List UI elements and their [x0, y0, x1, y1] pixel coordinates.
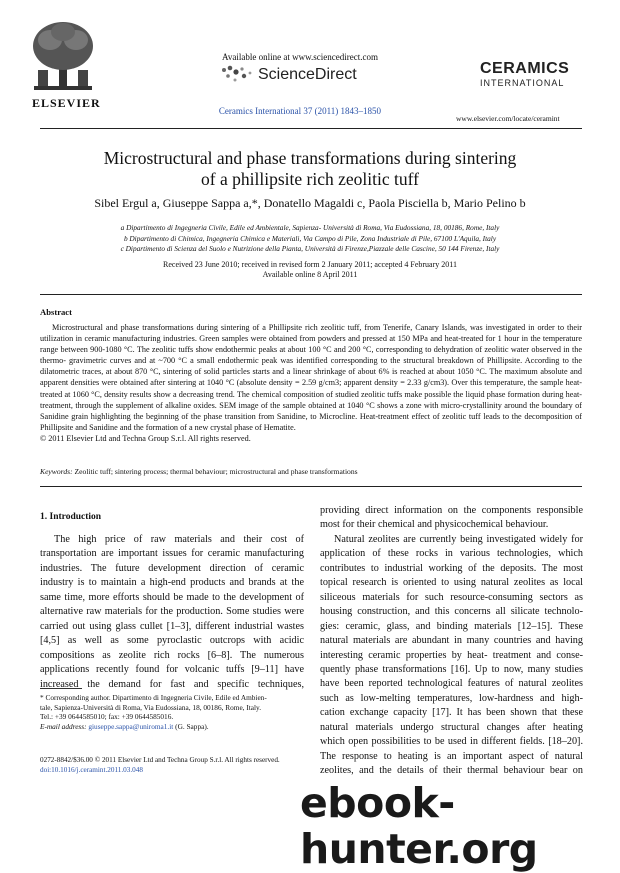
keywords-list: Zeolitic tuff; sintering process; thermal behaviour; microstructural and phase transformations	[74, 467, 358, 476]
body-line: carried out using glass cullet [1–3], different industrial wastes	[40, 620, 304, 632]
email-suffix: (G. Sappa).	[175, 721, 209, 731]
body-line: gies: ceramic, glass, and binding materials [12–15]. These	[320, 620, 583, 632]
footnote-line-1: * Corresponding author. Dipartimento di Ingegneria Civile, Edile ed Ambien-	[40, 693, 267, 702]
journal-url[interactable]: www.elsevier.com/locate/ceramint	[456, 114, 560, 123]
right-column	[320, 504, 583, 779]
body-line: applications recently found for volcanic tuffs [9–11] have	[40, 664, 304, 676]
watermark: ebook-hunter.org	[300, 779, 538, 873]
footnote-line-2: tale, Sapienza-Università di Roma, Via Eudossiana, 18, 00186, Rome, Italy.	[40, 702, 262, 712]
footnote-email-line	[40, 722, 302, 732]
title-line-1: Microstructural and phase transformations during sintering	[103, 148, 517, 168]
elsevier-wordmark: ELSEVIER	[32, 96, 101, 110]
sciencedirect-logo	[218, 64, 388, 88]
issn-line: 0272-8842/$36.00 © 2011 Elsevier Ltd and Techna Group S.r.l. All rights reserved.	[40, 756, 280, 764]
available-online-text: Available online at www.sciencedirect.com	[222, 52, 378, 62]
body-line: [4,5] as well as some pyroclastic outcrops with acidic	[40, 635, 304, 647]
doi-link[interactable]: doi:10.1016/j.ceramint.2011.03.048	[40, 765, 143, 774]
body-line: quently phase transformations [16]. Up to now, many studies	[320, 663, 583, 675]
body-line: industry is to maintain a high-end products and brands at the	[40, 577, 304, 589]
page-footer	[40, 756, 280, 775]
copyright-line: © 2011 Elsevier Ltd and Techna Group S.r.l. All rights reserved.	[40, 433, 251, 443]
body-line: industries. The future development direction of ceramic	[40, 562, 304, 574]
title-line-2: of a phillipsite rich zeolitic tuff	[201, 169, 419, 189]
body-line: The response to heating is an important aspect of natural	[320, 750, 583, 762]
body-line: siliceous materials for such resource-consuming sectors as	[320, 591, 583, 603]
journal-reference-link[interactable]: Ceramics International 37 (2011) 1843–1850	[218, 106, 382, 116]
left-column	[40, 533, 304, 692]
ceramics-international-logo	[480, 60, 590, 88]
elsevier-logo	[28, 18, 98, 96]
available-date: Available online 8 April 2011	[262, 270, 358, 279]
body-line: natural materials are abundant in many countries and having	[320, 635, 583, 647]
ceramics-logo-line2: INTERNATIONAL	[480, 78, 565, 88]
article-dates	[30, 260, 590, 280]
abstract-divider-top	[40, 294, 582, 295]
footnote	[40, 693, 302, 731]
ceramics-logo-line1: CERAMICS	[480, 60, 570, 77]
body-line: same time, more efforts should be made to the development of	[40, 591, 304, 603]
body-line: compositions as zeolite rich rocks [6–8]. The numerous	[40, 649, 304, 661]
body-line: cation exchange capacity [17]. It has been shown that these	[320, 707, 583, 719]
body-line: The high price of raw materials and their cost of	[54, 534, 304, 545]
body-line: increased the demand for fast and specific techniques,	[40, 678, 304, 690]
body-line: which open possibilities to be used in different fields. [18–20].	[320, 736, 583, 748]
body-line: such as low-melting temperatures, low-hardness and high-	[320, 692, 583, 704]
article-title	[40, 148, 580, 190]
body-line: contributes to industrial working of the deposits. The most	[320, 562, 583, 574]
body-line: housing construction, and this concerns all silicate technolo-	[320, 606, 583, 618]
affiliation-b: b Dipartimento di Chimica, Ingegneria Chimica e Materiali, Via Campo di Pile, Zona Industriale di Pile, 67100 L'Aquila, Italy	[123, 233, 497, 243]
footnote-rule	[40, 688, 82, 689]
affiliation-c: c Dipartimento di Scienza del Suolo e Nutrizione della Pianta, Università di Firenze,Piazzale delle Cascine, 50 144 Firenze, Italy	[120, 244, 500, 253]
body-line: natural materials undergo structural changes after heating	[320, 721, 583, 733]
body-line: have been reported technological features of natural zeolites	[320, 678, 583, 690]
email-link[interactable]: giuseppe.sappa@uniroma1.it	[88, 721, 174, 731]
affiliation-a: a Dipartimento di Ingegneria Civile, Edile ed Ambientale, Sapienza- Università di Roma, Via Eudossiana, 18, 00186, Rome, Italy	[120, 223, 500, 232]
body-line: topical research is oriented to using natural zeolites as local	[320, 577, 583, 589]
body-line: transportation are important issues for ceramic manufacturing	[40, 548, 304, 560]
abstract-heading: Abstract	[40, 307, 72, 317]
body-line: Natural zeolites are currently being investigated widely for	[334, 533, 583, 545]
body-line: providing direct information on the components responsible	[320, 505, 583, 516]
abstract-divider-bottom	[40, 486, 582, 487]
abstract-body: Microstructural and phase transformations during sintering of a Phillipsite rich zeolitic tuff, from Tenerife, Canary Islands, was investigated in order to their utilization in ceramic manufacturing industries. Green samples were obtained from powders and pressed at 150 MPa and heat-treated for 1 hour in the temperature range between 900-1080 °C. The zeolitic tuffs show endothermic peaks at about 100 °C and 200 °C, corresponding to dehydration of zeolitic water observed in the thermo- gravimetric curves and at ~700 °C a small endothermic peak was identified corresponding to the structural breakdown of Phillipsite. According to the dilatometric traces, at about 870 °C, sintering of solid particles starts and a linear shrinkage of about 6% is reached at about 1050 °C. The maximum absolute and apparent densities were obtained after sintering at 1040 °C (absolute density = 2.59 g/cm3; apparent density = 2.33 g/cm3). Over this temperature, the sample heat-treated at 1060 °C, density results show a decreasing trend. The chemical composition of studied zeolitic tuffs make possible the liquid phase formation during heat-treatment, through the supplement of alkaline oxides. SEM image of the sample obtained at 1040 °C shows a zone with micro-crystallinity around the boundary of Sanidine grain highlighting the beginning of the phase transition from Sanidine, to Microcline. Heat-treatment effect of zeolitic tuff leads to the decomposition of Phillipsite and Sanidine and the formation of a new crystal phase of Hematite.	[40, 323, 582, 432]
sciencedirect-dots-icon	[218, 64, 258, 86]
received-dates: Received 23 June 2010; received in revised form 2 January 2011; accepted 4 February 2011	[163, 260, 457, 269]
header-divider	[40, 128, 582, 129]
keywords	[40, 467, 358, 476]
body-line: interesting ceramic properties by heat- treatment and conse-	[320, 649, 583, 661]
email-label: E-mail address:	[40, 721, 87, 731]
author-list: Sibel Ergul a, Giuseppe Sappa a,*, Donatello Magaldi c, Paola Pisciella b, Mario Pelino b	[94, 196, 526, 210]
section-heading: 1. Introduction	[40, 512, 102, 522]
body-line: zeolites, and the details of their thermal behaviour bear on	[320, 765, 583, 777]
sciencedirect-wordmark: ScienceDirect	[258, 66, 357, 83]
footnote-line-3: Tel.: +39 0644585010; fax: +39 0644585016.	[40, 712, 174, 722]
affiliations	[30, 223, 590, 255]
body-line: most for their chemical and physicochemical behaviour.	[320, 519, 549, 531]
keywords-label: Keywords:	[40, 467, 73, 476]
body-line: application of these rocks in various technologies, which	[320, 548, 583, 560]
body-line: alternative raw materials for the production. Some studies were	[40, 606, 304, 618]
abstract-text	[40, 322, 582, 444]
